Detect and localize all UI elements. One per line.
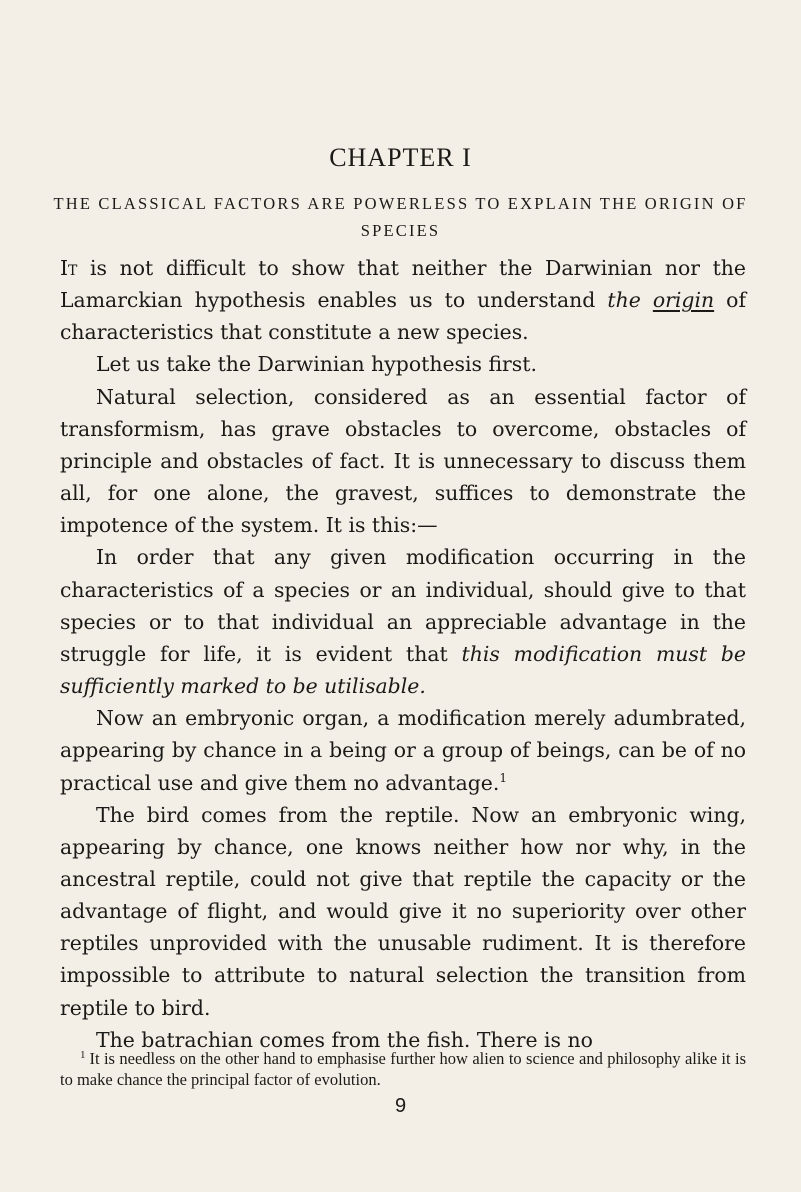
italic-origin: origin xyxy=(652,288,715,313)
paragraph-5-text: Now an embryonic organ, a modification merely adumbrated, appearing by chance in a being or a group of beings, can be of no practical use and give them no advantage. xyxy=(60,706,746,795)
footnote-mark: 1 xyxy=(80,1048,86,1061)
lead-word: It xyxy=(60,256,78,280)
paragraph-7: The batrachian comes from the fish. There is no xyxy=(96,1027,593,1052)
paragraph-1-text-b: of characteristics that constitute a new species. xyxy=(60,288,746,345)
paragraph-5 xyxy=(60,702,746,798)
paragraph-2: Let us take the Darwinian hypothesis first. xyxy=(96,352,537,377)
paragraph-1 xyxy=(60,252,746,348)
paragraph-4-italic: this modification must be sufficiently marked to be utilisable. xyxy=(60,641,746,699)
paragraph-1-text-a: is not difficult to show that neither the Darwinian nor the Lamarckian hypothesis enables us to understand xyxy=(60,256,746,313)
paragraph-4-text: In order that any given modification occurring in the characteristics of a species or an individual, should give to that species or to that individual an appreciable advantage in the struggle for life, it is evident that xyxy=(60,545,746,666)
footnote-reference[interactable]: 1 xyxy=(499,770,507,785)
page-number: 9 xyxy=(394,1095,407,1117)
paragraph-6: The bird comes from the reptile. Now an embryonic wing, appearing by chance, one knows neither how nor why, in the ancestral reptile, could not give that reptile the capacity or the advantage of flight, and would give it no superiority over other reptiles unprovided with the unusable rudiment. It is therefore impossible to attribute to natural selection the transition from reptile to bird. xyxy=(60,802,746,1020)
chapter-heading: CHAPTER I xyxy=(329,143,472,172)
italic-the: the xyxy=(607,288,641,313)
body-text xyxy=(60,252,746,1056)
paragraph-4 xyxy=(60,541,746,702)
paragraph-3: Natural selection, considered as an essential factor of transformism, has grave obstacles to overcome, obstacles of principle and obstacles of fact. It is unnecessary to discuss them all, for one alone, the gravest, suffices to demonstrate the impotence of the system. It is this:— xyxy=(60,384,746,538)
footnote xyxy=(60,1048,746,1090)
chapter-title: THE CLASSICAL FACTORS ARE POWERLESS TO EXPLAIN THE ORIGIN OF SPECIES xyxy=(53,194,748,240)
footnote-text: It is needless on the other hand to emphasise further how alien to science and philosophy alike it is to make chance the principal factor of evolution. xyxy=(60,1049,746,1089)
